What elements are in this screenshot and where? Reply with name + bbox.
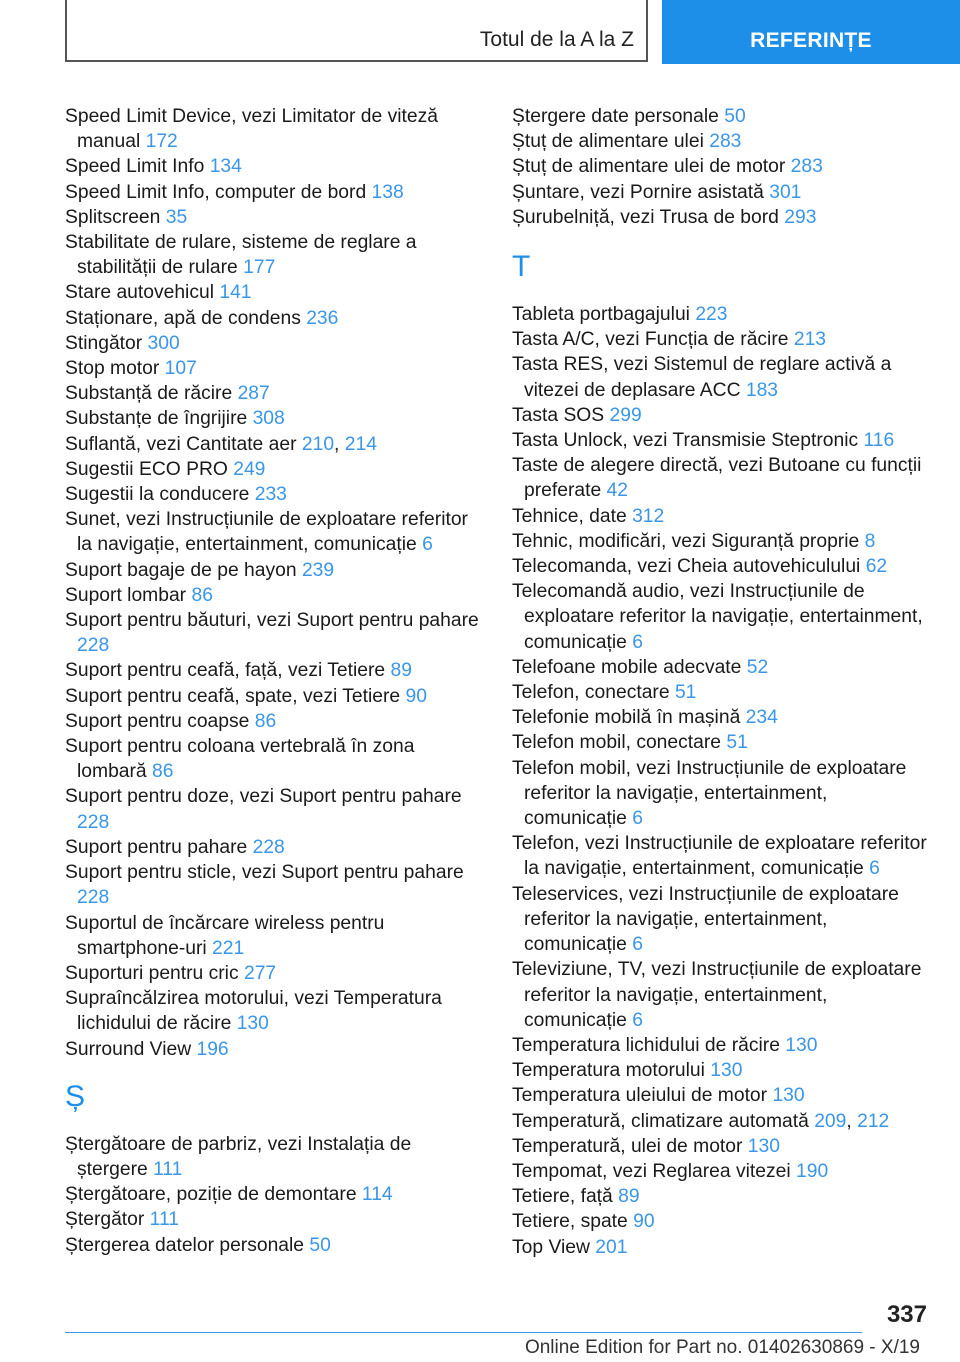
index-entry [512,1184,932,1209]
index-term: Supraîncălzirea motorului, vezi Temperatura lichidului de răcire [65,988,442,1035]
index-term: Suportul de încărcare wireless pentru smartphone-uri [65,912,385,959]
index-term: Speed Limit Info, computer de bord [65,181,367,203]
index-entry [512,756,932,832]
index-entry [512,1134,932,1159]
index-entry [65,457,485,482]
index-entry [65,180,485,205]
page-reference-link[interactable]: 130 [772,1085,805,1107]
page-reference-link[interactable]: 86 [191,584,213,606]
page-reference-link[interactable]: 249 [233,458,266,480]
page-reference-link[interactable]: 50 [309,1234,331,1256]
index-entry [512,1033,932,1058]
index-term: Substanțe de îngrijire [65,408,248,430]
index-term: Sugestii ECO PRO [65,458,228,480]
index-entry [65,583,485,608]
index-term: Suport pentru ceafă, spate, vezi Tetiere [65,685,401,707]
page-reference-link[interactable]: 6 [632,631,643,653]
header-section-box [65,0,648,62]
index-term: Șurubelniță, vezi Trusa de bord [512,206,779,228]
index-term: Suport pentru băuturi, vezi Suport pentru pahare [65,610,479,632]
page-reference-link[interactable]: 228 [252,836,285,858]
index-term: Stare autovehicul [65,282,214,304]
page-reference-link[interactable]: 114 [361,1184,393,1206]
index-term: Telecomanda, vezi Cheia autovehiculului [512,556,861,578]
page-reference-link[interactable]: 214 [344,433,377,455]
page-reference-link[interactable]: 138 [371,181,404,203]
page-reference-link[interactable]: 111 [149,1209,179,1231]
index-term: Surround View [65,1038,192,1060]
index-term: Suport pentru coloana vertebrală în zona lombară [65,736,415,783]
index-column-left [65,104,485,1258]
index-term: Telefon, conectare [512,682,670,704]
index-entry [512,730,932,755]
section-letter: T [512,250,531,284]
index-term: Stingător [65,332,143,354]
index-entry [512,1058,932,1083]
index-entry [512,129,932,154]
index-term: Telefon, vezi Instrucțiunile de exploatare referitor la navigație, entertainment, comunicație [512,833,927,880]
index-entry [512,205,932,230]
index-term: Tehnic, modificări, vezi Siguranță proprie [512,530,860,552]
index-entry [512,957,932,1033]
index-entry [65,356,485,381]
page-reference-link[interactable]: 50 [724,106,746,127]
section-letter: Ș [65,1079,86,1113]
index-entry [512,453,932,503]
index-term: Suport bagaje de pe hayon [65,559,297,581]
index-entry [65,658,485,683]
index-term: Temperatură, ulei de motor [512,1135,743,1157]
index-term: Ștuț de alimentare ulei de motor [512,156,786,178]
page-reference-link[interactable]: 130 [710,1060,743,1082]
index-entry [512,680,932,705]
page-reference-link[interactable]: 111 [153,1158,183,1180]
index-term: Temperatura motorului [512,1060,705,1082]
index-term: Suport pentru pahare [65,836,248,858]
index-entry [65,1132,485,1182]
index-entry [512,504,932,529]
page-reference-link[interactable]: 62 [865,556,888,578]
index-term: Tableta portbagajului [512,304,690,326]
page-reference-link[interactable]: 86 [152,761,174,783]
index-term: Tasta Unlock, vezi Transmisie Steptronic [512,430,859,452]
index-entry [512,882,932,958]
page-reference-link[interactable]: 90 [405,685,427,707]
page-reference-link[interactable]: 52 [746,656,769,678]
index-term: Telecomandă audio, vezi Instrucțiunile de exploatare referitor la navigație, entertainment, comunicație [512,581,923,653]
page-reference-link[interactable]: 35 [165,206,188,228]
page-reference-link[interactable]: 6 [422,534,433,556]
page-reference-link[interactable]: 209 [814,1110,847,1132]
index-term: Suporturi pentru cric [65,962,239,984]
page-reference-link[interactable]: 134 [209,156,242,178]
index-term: Tasta A/C, vezi Funcția de răcire [512,329,789,351]
index-term: Ștergătoare, poziție de demontare [65,1184,357,1206]
index-entry [512,352,932,402]
page-reference-link[interactable]: 228 [77,635,110,657]
index-entry [65,684,485,709]
page-reference-link[interactable]: 201 [595,1236,628,1258]
header-tab-label: REFERINȚE [750,29,872,52]
page-reference-link[interactable]: 283 [709,131,742,153]
page-reference-link[interactable]: 308 [252,408,285,430]
page-reference-link[interactable]: 172 [145,131,178,153]
index-entry [512,327,932,352]
index-term: Suport pentru ceafă, față, vezi Tetiere [65,660,386,682]
index-entry [512,831,932,881]
index-term: Ștergător [65,1209,145,1231]
index-entry [512,1235,932,1260]
index-entry [512,154,932,179]
index-term: Speed Limit Device, vezi Limitator de viteză manual [65,106,438,153]
page-reference-link[interactable]: 228 [77,811,110,833]
index-term: Tetiere, spate [512,1211,628,1233]
index-term: Substanță de răcire [65,383,233,405]
page-reference-link[interactable]: 234 [745,707,778,729]
page-reference-link[interactable]: 177 [243,257,276,279]
index-entry [512,529,932,554]
page-reference-link[interactable]: 277 [243,962,277,984]
index-entry [65,280,485,305]
index-term: Tasta RES, vezi Sistemul de reglare activă a vitezei de deplasare ACC [512,354,892,401]
index-entry [512,655,932,680]
index-entry [65,230,485,280]
page-reference-link[interactable]: 51 [674,682,697,704]
page-reference-link[interactable]: 51 [726,732,748,754]
index-term: Sunet, vezi Instrucțiunile de exploatare referitor la navigație, entertainment, comunicație [65,509,468,556]
index-entry [512,579,932,655]
index-term: Temperatura uleiului de motor [512,1085,768,1107]
page-reference-link[interactable]: 86 [254,710,277,732]
index-term: Tempomat, vezi Reglarea vitezei [512,1160,791,1182]
index-entry [65,784,485,834]
index-term: Taste de alegere directă, vezi Butoane cu funcții preferate [512,455,922,502]
index-term: Splitscreen [65,206,161,228]
page-reference-link[interactable]: 287 [237,383,270,405]
page-reference-link[interactable]: 221 [212,937,245,959]
index-term: Telefonie mobilă în mașină [512,707,741,729]
page-reference-link[interactable]: 8 [864,530,876,552]
index-term: Sugestii la conducere [65,484,250,506]
page-reference-link[interactable]: 6 [632,934,643,956]
page-reference-link[interactable]: 312 [632,505,665,527]
index-entry [65,306,485,331]
index-term: Suflantă, vezi Cantitate aer [65,433,297,455]
index-entry [65,911,485,961]
page-reference-link[interactable]: 301 [769,181,802,203]
index-term: Staționare, apă de condens [65,307,301,329]
index-entry [65,1233,485,1258]
index-term: Temperatura lichidului de răcire [512,1034,780,1056]
page-reference-link[interactable]: 89 [618,1186,640,1208]
page-reference-link[interactable]: 130 [785,1034,818,1056]
page-reference-link[interactable]: 239 [301,559,335,581]
index-term: Tehnice, date [512,505,627,527]
index-entry: Suflantă, vezi Cantitate aer 210, 214 [65,433,377,455]
index-term: Suport pentru doze, vezi Suport pentru pahare [65,786,462,808]
index-entry [65,154,485,179]
index-term: Suport lombar [65,584,187,606]
index-entry [65,860,485,910]
index-term: Stabilitate de rulare, sisteme de reglare a stabilității de rulare [65,232,417,279]
index-entry [65,205,485,230]
page-reference-link[interactable]: 236 [306,307,339,329]
index-entry [512,1159,932,1184]
page-reference-link[interactable]: 210 [301,433,335,455]
page-reference-link[interactable]: 299 [609,404,642,426]
page-reference-link[interactable]: 116 [863,430,895,452]
page-reference-link[interactable]: 233 [254,484,287,506]
page-reference-link[interactable]: 293 [784,206,817,228]
index-entry: Temperatură, climatizare automată 209, 212 [512,1110,890,1132]
page-reference-link[interactable]: 228 [77,887,110,909]
index-column-right [512,104,932,1260]
index-term: Top View [512,1236,590,1258]
page-reference-link[interactable]: 89 [390,660,412,682]
index-entry [512,554,932,579]
page-reference-link[interactable]: 130 [236,1013,269,1035]
index-entry [512,403,932,428]
index-entry [65,961,485,986]
index-entry [65,608,485,658]
index-entry [65,1207,485,1232]
page-reference-link[interactable]: 183 [745,379,779,401]
index-entry [512,428,932,453]
index-entry [65,507,485,557]
index-term: Telefoane mobile adecvate [512,656,742,678]
index-term: Stop motor [65,358,160,380]
index-entry [512,180,932,205]
index-term: Tasta SOS [512,404,605,426]
index-term: Ștergere date personale [512,106,719,127]
header-tab [662,0,960,64]
page-reference-link[interactable]: 90 [633,1211,655,1233]
index-entry [65,1182,485,1207]
page-reference-link[interactable]: 212 [857,1110,890,1132]
page-reference-link[interactable]: 6 [869,858,880,880]
index-entry [512,1083,932,1108]
index-term: Ștergerea datelor personale [65,1234,305,1256]
footer-edition: Online Edition for Part no. 01402630869 - X/19 [524,1337,920,1358]
page-reference-link[interactable]: 213 [793,329,827,351]
page-reference-link[interactable]: 196 [196,1038,229,1060]
index-term: Telefon mobil, conectare [512,732,721,754]
index-entry [65,1037,485,1062]
page-reference-link[interactable]: 300 [147,332,180,354]
index-entry [65,734,485,784]
index-entry [65,986,485,1036]
index-term: Ștuț de alimentare ulei [512,131,704,153]
index-entry [512,302,932,327]
page-reference-link[interactable]: 130 [747,1135,780,1157]
footer-divider [65,1332,862,1333]
page-reference-link[interactable]: 223 [695,304,728,326]
index-entry [512,1209,932,1234]
index-entry [65,104,485,154]
page-reference-link[interactable]: 6 [632,808,643,830]
index-term: Televiziune, TV, vezi Instrucțiunile de exploatare referitor la navigație, entertainment, comunicație [512,959,922,1031]
index-entry [65,406,485,431]
index-entry [65,331,485,356]
page-number: 337 [886,1301,927,1328]
index-entry [65,381,485,406]
index-term: Ștergătoare de parbriz, vezi Instalația de ștergere [65,1133,412,1180]
page-reference-link[interactable]: 42 [606,480,628,502]
page-reference-link[interactable]: 190 [796,1160,829,1182]
index-entry [65,482,485,507]
index-entry [65,709,485,734]
index-term: Suport pentru sticle, vezi Suport pentru pahare [65,862,464,884]
index-term: Telefon mobil, vezi Instrucțiunile de exploatare referitor la navigație, entertainment, comunicație [512,757,907,830]
index-term: Teleservices, vezi Instrucțiunile de exploatare referitor la navigație, entertainment, comunicație [512,883,899,956]
index-entry [65,558,485,583]
page-reference-link[interactable]: 283 [790,156,823,178]
index-term: Speed Limit Info [65,156,205,178]
index-entry [512,104,932,129]
page-reference-link[interactable]: 141 [219,282,252,304]
index-entry [512,705,932,730]
index-term: Suport pentru coapse [65,710,250,732]
index-term: Șuntare, vezi Pornire asistată [512,181,764,203]
header-section-title: Totul de la A la Z [479,28,634,51]
index-entry [65,835,485,860]
page-reference-link[interactable]: 6 [632,1009,643,1031]
index-term: Temperatură, climatizare automată [512,1110,809,1132]
index-term: Tetiere, față [512,1186,613,1208]
page-reference-link[interactable]: 107 [164,358,197,380]
